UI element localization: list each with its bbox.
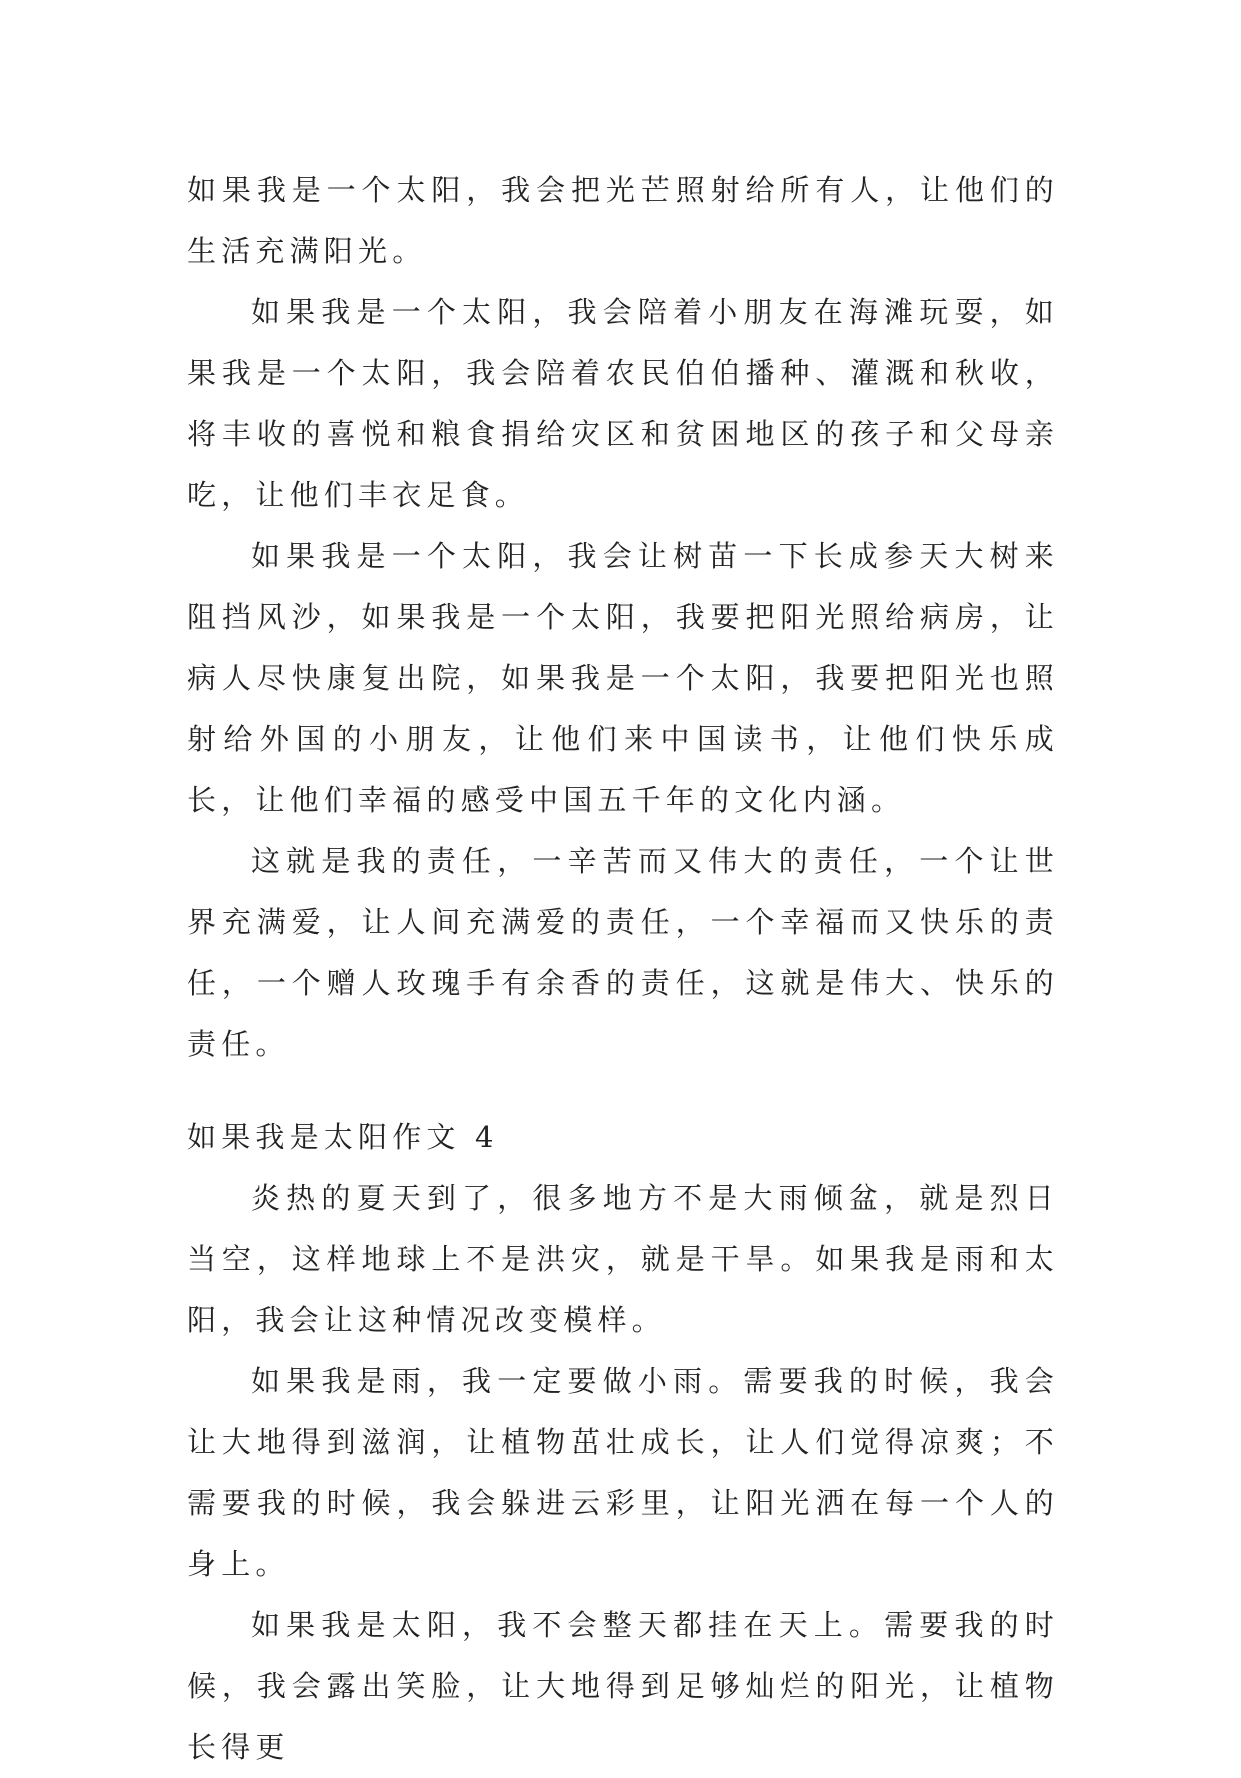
paragraph-1: 如果我是一个太阳，我会把光芒照射给所有人，让他们的生活充满阳光。 xyxy=(187,173,1059,268)
paragraph-7: 如果我是太阳，我不会整天都挂在天上。需要我的时候，我会露出笑脸，让大地得到足够灿烂的阳光，让植物长得更 xyxy=(187,1608,1059,1764)
section-spacer xyxy=(187,1075,1059,1107)
paragraph-5: 炎热的夏天到了，很多地方不是大雨倾盆，就是烈日当空，这样地球上不是洪灾，就是干旱。如果我是雨和太阳，我会让这种情况改变模样。 xyxy=(187,1181,1059,1337)
paragraph-6: 如果我是雨，我一定要做小雨。需要我的时候，我会让大地得到滋润，让植物茁壮成长，让人们觉得凉爽；不需要我的时候，我会躲进云彩里，让阳光洒在每一个人的身上。 xyxy=(187,1364,1059,1581)
paragraph-3: 如果我是一个太阳，我会让树苗一下长成参天大树来阻挡风沙，如果我是一个太阳，我要把阳光照给病房，让病人尽快康复出院，如果我是一个太阳，我要把阳光也照射给外国的小朋友，让他们来中国读书，让他们快乐成长，让他们幸福的感受中国五千年的文化内涵。 xyxy=(187,539,1059,817)
document-body xyxy=(187,160,1059,1778)
paragraph-2: 如果我是一个太阳，我会陪着小朋友在海滩玩耍，如果我是一个太阳，我会陪着农民伯伯播种、灌溉和秋收，将丰收的喜悦和粮食捐给灾区和贫困地区的孩子和父母亲吃，让他们丰衣足食。 xyxy=(187,295,1059,512)
section-heading: 如果我是太阳作文 4 xyxy=(187,1120,499,1154)
paragraph-4: 这就是我的责任，一辛苦而又伟大的责任，一个让世界充满爱，让人间充满爱的责任，一个幸福而又快乐的责任，一个赠人玫瑰手有余香的责任，这就是伟大、快乐的责任。 xyxy=(187,844,1059,1061)
